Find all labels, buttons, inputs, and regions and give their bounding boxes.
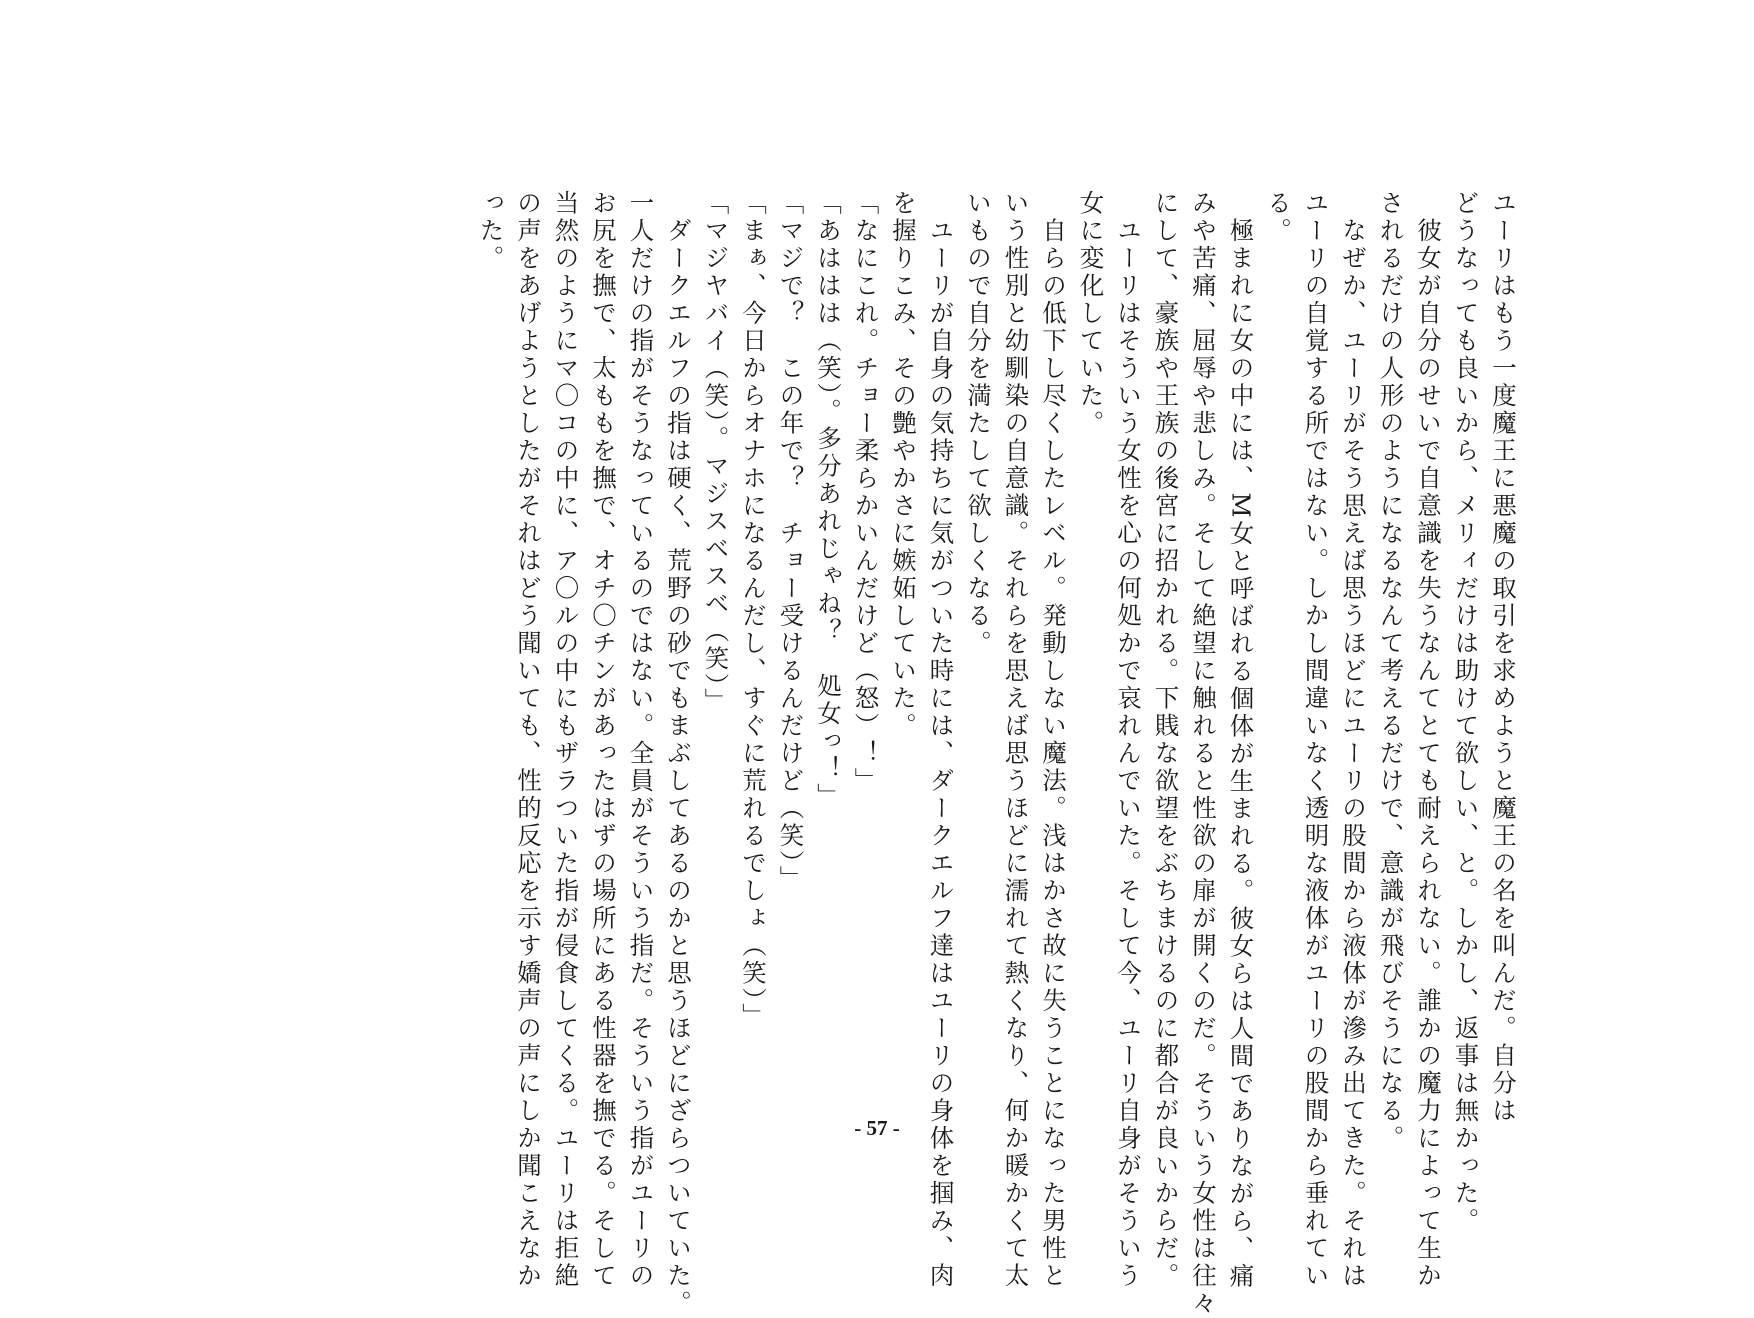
text-line: どうなっても良いから、メリィだけは助けて欲しい、と。しかし、返事は無かった。 — [1451, 190, 1481, 1235]
dialogue-line: 「マジヤバイ（笑）。マジスベスベ（笑）」 — [701, 190, 731, 716]
text-line: にして、豪族や王族の後宮に招かれる。下賎な欲望をぶちまけるのに都合が良いからだ。 — [1151, 190, 1181, 1290]
text-line: ユーリの自覚する所ではない。しかし間違いなく透明な液体がユーリの股間から垂れてい — [1301, 190, 1331, 1290]
text-line: を握りこみ、その艶やかさに嫉妬していた。 — [889, 190, 918, 740]
text-line: ユーリが自身の気持ちに気がついた時には、ダークエルフ達はユーリの身体を掴み、肉 — [926, 190, 956, 1290]
text-line: お尻を撫で、太ももを撫で、オチ〇チンがあったはずの場所にある性器を撫でる。そして — [589, 190, 618, 1290]
text-line: 女に変化していた。 — [1076, 190, 1106, 438]
text-line: った。 — [476, 190, 506, 273]
text-line: 一人だけの指がそうなっているのではない。全員がそういう指だ。そういう指がユーリの — [626, 190, 656, 1290]
text-line: ダークエルフの指は硬く、荒野の砂でもまぶしてあるのかと思うほどにざらついていた。 — [664, 190, 693, 1318]
dialogue-line: 「なにこれ。チョー柔らかいんだけど（怒）！」 — [851, 190, 881, 795]
page-number: - 57 - — [854, 1116, 900, 1140]
text-line: 極まれに女の中には、M女と呼ばれる個体が生まれる。彼女らは人間でありながら、痛 — [1226, 190, 1256, 1291]
text-line: 彼女が自分のせいで自意識を失うなんてとても耐えられない。誰かの魔力によって生か — [1414, 190, 1443, 1290]
text-line: みや苦痛、屈辱や悲しみ。そして絶望に触れると性欲の扉が開くのだ。そういう女性は往々 — [1189, 190, 1218, 1318]
dialogue-line: 「マジで？ この年で？ チョー受けるんだけど（笑）」 — [776, 190, 806, 893]
text-line: 当然のようにマ〇コの中に、ア〇ルの中にもザラついた指が侵食してくる。ユーリは拒絶 — [551, 190, 581, 1290]
text-line: なぜか、ユーリがそう思えば思うほどにユーリの股間から液体が滲み出てきた。それは — [1339, 190, 1368, 1290]
text-line: いう性別と幼馴染の自意識。それらを思えば思うほどに濡れて熱くなり、何か暖かくて太 — [1001, 190, 1031, 1290]
text-line: いもので自分を満たして欲しくなる。 — [964, 190, 993, 658]
dialogue-line: 「まぁ、今日からオナホになるんだし、すぐに荒れるでしょ（笑）」 — [739, 190, 768, 1031]
dialogue-line: 「あははは（笑）。多分あれじゃね？ 処女っ！」 — [814, 190, 843, 811]
text-line: されるだけの人形のようになるなんて考えるだけで、意識が飛びそうになる。 — [1376, 190, 1406, 1153]
text-line: ユーリはそういう女性を心の何処かで哀れんでいた。そして今、ユーリ自身がそういう — [1114, 190, 1143, 1290]
text-line: ユーリはもう一度魔王に悪魔の取引を求めようと魔王の名を叫んだ。自分は — [1489, 190, 1518, 1125]
text-line: る。 — [1264, 190, 1293, 245]
text-line: 自らの低下し尽くしたレベル。発動しない魔法。浅はかさ故に失うことになった男性と — [1039, 190, 1068, 1290]
text-line: の声をあげようとしたがそれはどう聞いても、性的反応を示す嬌声の声にしか聞こえなか — [514, 190, 543, 1290]
